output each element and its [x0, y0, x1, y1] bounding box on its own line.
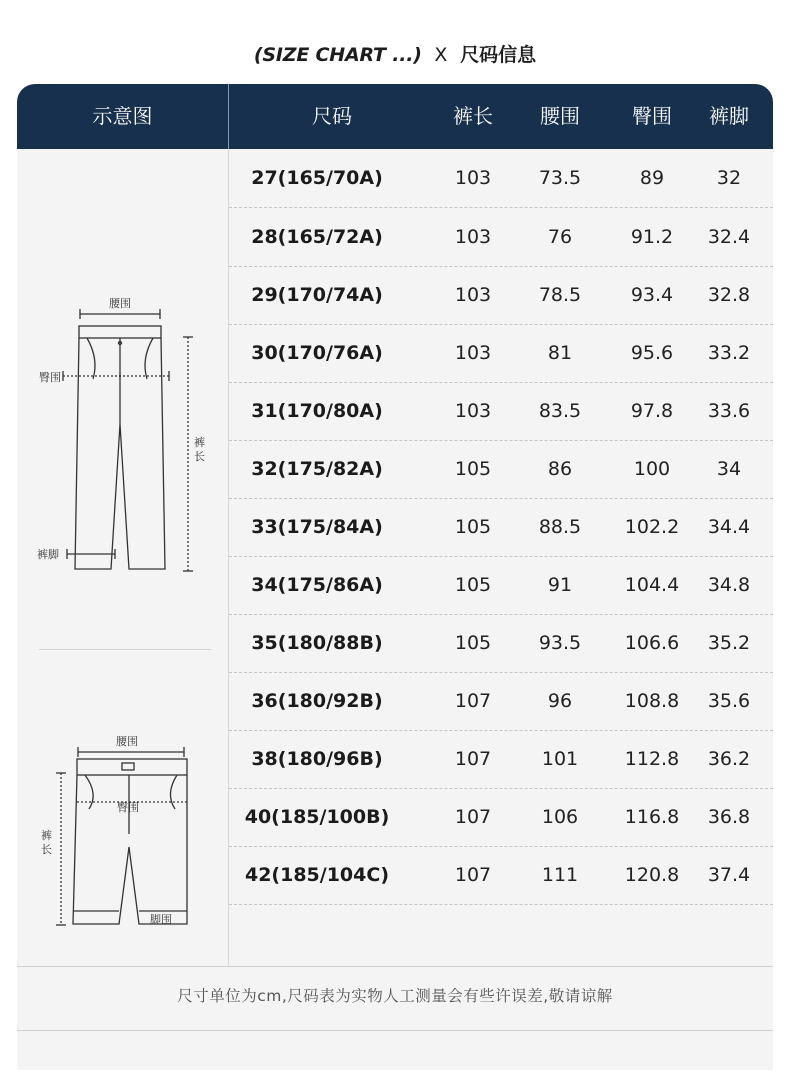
shorts-length-label-1: 裤 [41, 829, 52, 842]
cell-hem: 36.2 [707, 748, 751, 770]
table-row [229, 266, 773, 325]
cell-size: 33(175/84A) [251, 516, 383, 538]
cell-size: 31(170/80A) [251, 400, 383, 422]
cell-hip: 93.4 [630, 284, 674, 306]
cell-hem: 35.6 [707, 690, 751, 712]
cell-size: 28(165/72A) [251, 226, 383, 248]
cell-waist: 76 [547, 226, 573, 248]
cell-length: 105 [454, 458, 492, 480]
cell-hip: 106.6 [624, 632, 680, 654]
header-hem: 裤脚 [709, 104, 749, 128]
cell-hip: 112.8 [624, 748, 680, 770]
table-row [229, 556, 773, 615]
cell-hip: 104.4 [624, 574, 680, 596]
cell-size: 35(180/88B) [251, 632, 383, 654]
cell-hip: 120.8 [624, 864, 680, 886]
table-row [229, 846, 773, 905]
table-row [229, 440, 773, 499]
cell-hip: 102.2 [624, 516, 680, 538]
cell-hip: 100 [633, 458, 671, 480]
cell-waist: 78.5 [538, 284, 582, 306]
table-bottom-border [17, 966, 773, 967]
cell-hem: 32 [716, 167, 742, 189]
footnote: 尺寸单位为cm,尺码表为实物人工测量会有些许误差,敬请谅解 [177, 987, 613, 1005]
cell-size: 29(170/74A) [251, 284, 383, 306]
cell-hem: 36.8 [707, 806, 751, 828]
cell-hem: 32.4 [707, 226, 751, 248]
header-diagram: 示意图 [92, 104, 153, 128]
header-divider [228, 84, 229, 149]
cell-waist: 111 [541, 864, 579, 886]
cell-waist: 88.5 [538, 516, 582, 538]
cell-hip: 116.8 [624, 806, 680, 828]
cell-hem: 33.2 [707, 342, 751, 364]
table-row [229, 730, 773, 789]
cell-waist: 96 [547, 690, 573, 712]
cell-size: 40(185/100B) [244, 806, 390, 828]
cell-waist: 83.5 [538, 400, 582, 422]
table-row [229, 788, 773, 847]
header-hip: 臀围 [632, 104, 672, 128]
header-waist: 腰围 [540, 104, 580, 128]
shorts-hip-label: 臀围 [117, 801, 139, 814]
cell-hem: 34.8 [707, 574, 751, 596]
pants-hip-label: 臀围 [39, 371, 61, 384]
cell-waist: 73.5 [538, 167, 582, 189]
shorts-hem-label: 脚围 [150, 913, 172, 926]
cell-hem: 34.4 [707, 516, 751, 538]
cell-hip: 95.6 [630, 342, 674, 364]
shorts-waist-label: 腰围 [116, 735, 138, 748]
cell-waist: 81 [547, 342, 573, 364]
cell-hip: 91.2 [630, 226, 674, 248]
diagram-column [17, 149, 228, 966]
footnote-bottom-border [17, 1030, 773, 1031]
header-length: 裤长 [453, 104, 493, 128]
table-row [229, 324, 773, 383]
cell-length: 107 [454, 806, 492, 828]
cell-hip: 108.8 [624, 690, 680, 712]
cell-length: 107 [454, 748, 492, 770]
cell-length: 105 [454, 574, 492, 596]
cell-size: 30(170/76A) [251, 342, 383, 364]
table-row [229, 208, 773, 267]
cell-size: 38(180/96B) [251, 748, 383, 770]
cell-hem: 34 [716, 458, 742, 480]
cell-size: 32(175/82A) [251, 458, 383, 480]
cell-hem: 32.8 [707, 284, 751, 306]
shorts-length-label-2: 长 [41, 843, 52, 856]
cell-length: 105 [454, 632, 492, 654]
table-row [229, 614, 773, 673]
table-row [229, 672, 773, 731]
pants-hem-label: 裤脚 [37, 548, 59, 561]
cell-size: 34(175/86A) [251, 574, 383, 596]
cell-length: 107 [454, 864, 492, 886]
cell-waist: 86 [547, 458, 573, 480]
header-size: 尺码 [312, 104, 352, 128]
table-row [229, 382, 773, 441]
cell-waist: 93.5 [538, 632, 582, 654]
title-chinese: 尺码信息 [460, 44, 537, 66]
cell-size: 27(165/70A) [251, 167, 383, 189]
cell-hem: 33.6 [707, 400, 751, 422]
table-row [229, 149, 773, 208]
diagram-divider [39, 649, 211, 650]
cell-size: 42(185/104C) [244, 864, 389, 886]
title-separator: X [434, 44, 448, 66]
page-title [0, 40, 790, 67]
pants-length-label-1: 裤 [194, 436, 205, 449]
cell-waist: 101 [541, 748, 579, 770]
cell-hip: 97.8 [630, 400, 674, 422]
cell-length: 103 [454, 342, 492, 364]
shorts-diagram [17, 669, 228, 929]
cell-size: 36(180/92B) [251, 690, 383, 712]
cell-length: 103 [454, 284, 492, 306]
cell-length: 107 [454, 690, 492, 712]
pants-diagram [17, 214, 228, 634]
cell-length: 105 [454, 516, 492, 538]
pants-length-label-2: 长 [194, 450, 205, 463]
cell-hem: 37.4 [707, 864, 751, 886]
table-row [229, 498, 773, 557]
cell-waist: 106 [541, 806, 579, 828]
title-english: (SIZE CHART ...) [253, 44, 422, 66]
cell-hip: 89 [639, 167, 665, 189]
size-chart-card [17, 84, 773, 1070]
cell-length: 103 [454, 167, 492, 189]
cell-hem: 35.2 [707, 632, 751, 654]
table-header [17, 84, 773, 149]
pants-waist-label: 腰围 [109, 297, 131, 310]
cell-length: 103 [454, 226, 492, 248]
cell-waist: 91 [547, 574, 573, 596]
cell-length: 103 [454, 400, 492, 422]
